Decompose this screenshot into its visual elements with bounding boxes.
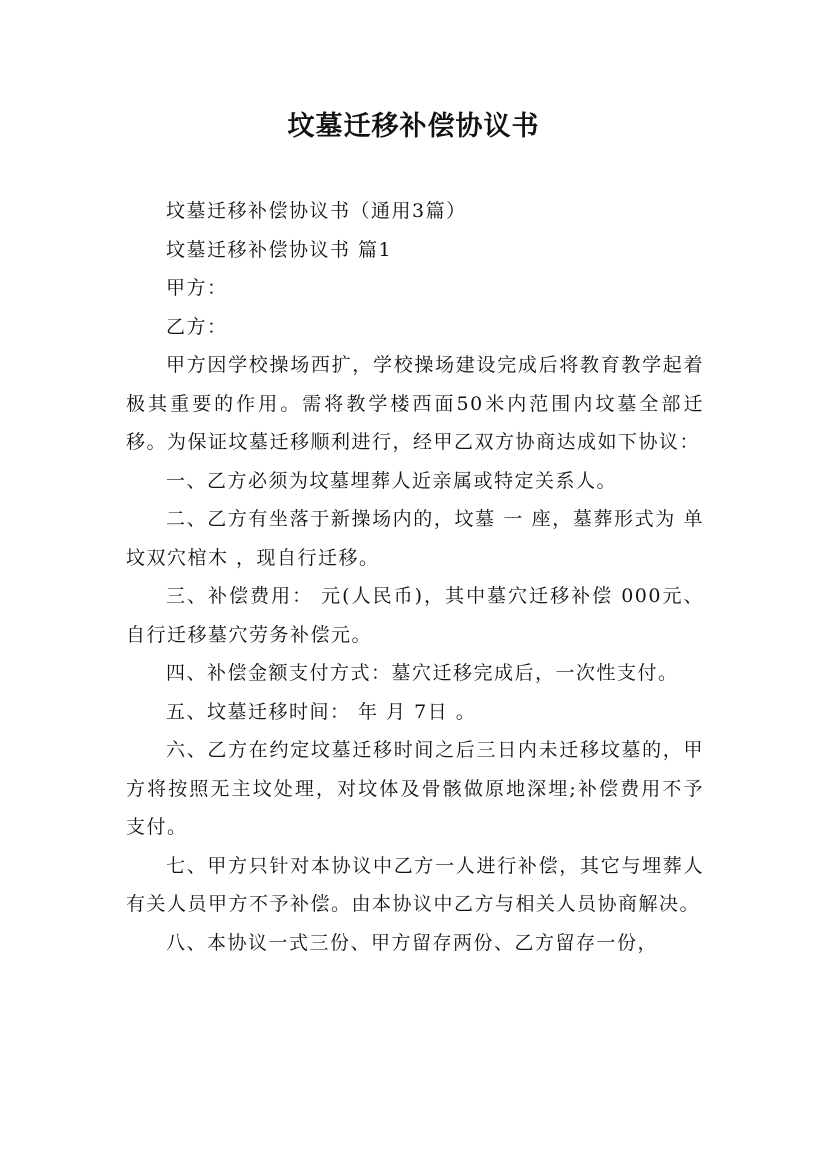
- doc-subtitle: 坟墓迁移补偿协议书（通用3篇）: [166, 200, 467, 222]
- party-a-line: 甲方：: [166, 277, 228, 299]
- clause-1: 一、乙方必须为坟墓埋葬人近亲属或特定关系人。: [166, 469, 618, 492]
- preamble-paragraph: 甲方因学校操场西扩，学校操场建设完成后将教育教学起着极其重要的作用。需将教学楼西面50米内范围内坟墓全部迁移。为保证坟墓迁移顺利进行，经甲乙双方协商达成如下协议：: [126, 354, 704, 453]
- clause-3: 三、补偿费用： 元(人民币)，其中墓穴迁移补偿 000元、自行迁移墓穴劳务补偿元。: [126, 585, 704, 646]
- clause-4: 四、补偿金额支付方式：墓穴迁移完成后，一次性支付。: [166, 662, 679, 684]
- clause-8: 八、本协议一式三份、甲方留存两份、乙方留存一份，: [166, 931, 659, 954]
- clause-6: 六、乙方在约定坟墓迁移时间之后三日内未迁移坟墓的，甲方将按照无主坟处理，对坟体及骨骸做原地深埋;补偿费用不予支付。: [126, 739, 704, 838]
- clause-5: 五、坟墓迁移时间： 年 月 7日 。: [166, 700, 477, 723]
- party-b-line: 乙方：: [166, 315, 228, 338]
- document-body: [126, 192, 704, 962]
- clause-2: 二、乙方有坐落于新操场内的，坟墓 一 座，墓葬形式为 单坟双穴棺木 ，现自行迁移。: [126, 508, 704, 569]
- clause-7: 七、甲方只针对本协议中乙方一人进行补偿，其它与埋葬人有关人员甲方不予补偿。由本协议中乙方与相关人员协商解决。: [126, 854, 704, 915]
- document-title: 坟墓迁移补偿协议书: [287, 111, 540, 142]
- section-heading: 坟墓迁移补偿协议书 篇1: [166, 238, 393, 261]
